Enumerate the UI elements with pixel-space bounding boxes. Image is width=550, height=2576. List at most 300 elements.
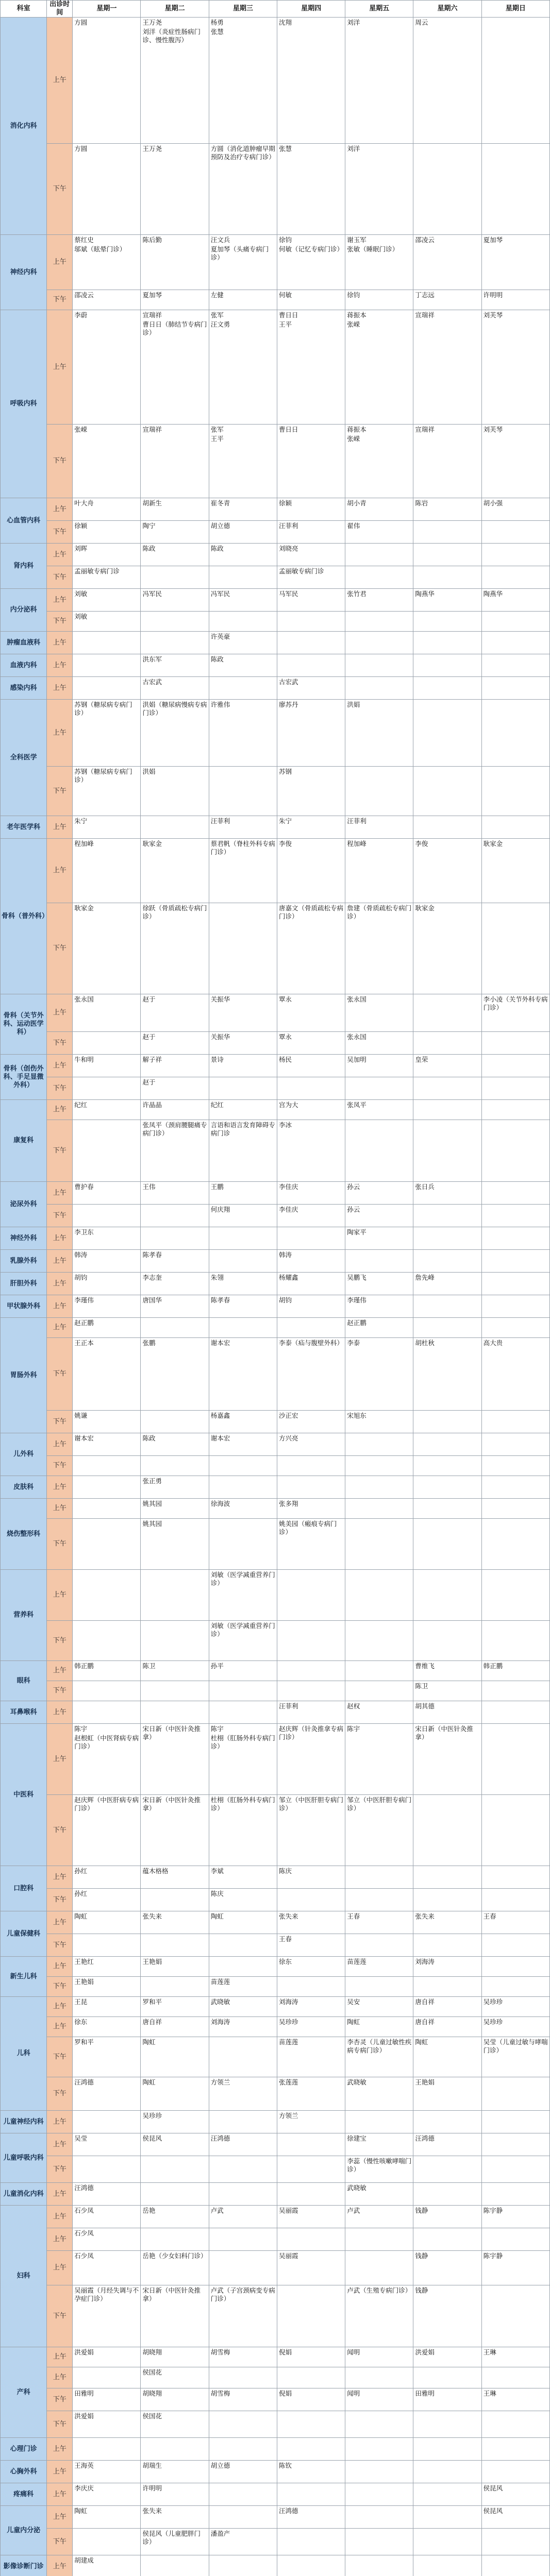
header-day-tue: 星期二 xyxy=(141,1,209,18)
doctor-entry: 杜栩（肛肠外科专病门诊） xyxy=(210,1734,275,1750)
schedule-cell xyxy=(481,1273,549,1295)
schedule-cell xyxy=(209,1318,277,1338)
schedule-cell xyxy=(141,1456,209,1476)
schedule-cell xyxy=(277,2183,345,2206)
schedule-cell xyxy=(277,2251,345,2285)
schedule-cell xyxy=(277,1795,345,1866)
doctor-entry: 徐钧 xyxy=(278,236,292,244)
session-time: 下午 xyxy=(47,144,73,235)
schedule-cell xyxy=(345,677,413,700)
schedule-row xyxy=(1,235,550,290)
schedule-cell xyxy=(277,654,345,677)
schedule-cell xyxy=(141,2367,209,2388)
doctor-entry: 孙云 xyxy=(347,1206,360,1213)
header-dept: 科室 xyxy=(1,1,47,18)
schedule-cell xyxy=(277,2506,345,2529)
schedule-cell xyxy=(277,2461,345,2483)
schedule-cell xyxy=(73,1701,141,1724)
session-time: 下午 xyxy=(47,1795,73,1866)
schedule-cell xyxy=(73,2411,141,2438)
doctor-entry: 韩正鹏 xyxy=(483,1662,503,1670)
schedule-cell xyxy=(73,1997,141,2017)
session-time: 上午 xyxy=(47,1273,73,1295)
schedule-cell xyxy=(481,2156,549,2183)
schedule-row xyxy=(1,18,550,144)
session-time: 下午 xyxy=(47,2388,73,2411)
schedule-cell xyxy=(481,2388,549,2411)
schedule-cell xyxy=(209,1701,277,1724)
doctor-entry: 胡立德 xyxy=(210,522,230,530)
schedule-cell xyxy=(141,589,209,612)
doctor-entry: 倪娟 xyxy=(278,2389,292,2397)
schedule-cell xyxy=(209,1795,277,1866)
schedule-cell xyxy=(277,1338,345,1411)
doctor-entry: 李佳庆 xyxy=(278,1183,298,1191)
schedule-cell xyxy=(345,1934,413,1957)
schedule-cell xyxy=(345,1499,413,1519)
doctor-entry: 苏钢 xyxy=(278,768,292,775)
schedule-cell xyxy=(73,677,141,700)
schedule-cell xyxy=(413,589,481,612)
schedule-cell xyxy=(141,2111,209,2133)
doctor-entry: 姚美园（瘢痕专病门诊） xyxy=(278,1520,337,1536)
schedule-cell xyxy=(141,1661,209,1681)
schedule-cell xyxy=(73,1433,141,1456)
schedule-cell xyxy=(209,2077,277,2111)
department-name: 儿童内分泌 xyxy=(1,2506,47,2555)
doctor-entry: 夏加琴 xyxy=(483,236,503,244)
schedule-cell xyxy=(209,1661,277,1681)
schedule-row xyxy=(1,1519,550,1570)
schedule-cell xyxy=(413,1318,481,1338)
schedule-cell xyxy=(345,1570,413,1621)
doctor-entry: 武晓敏 xyxy=(347,2184,366,2192)
schedule-row xyxy=(1,2367,550,2388)
schedule-cell xyxy=(481,1957,549,1977)
doctor-entry: 韩涛 xyxy=(278,1251,292,1259)
schedule-cell xyxy=(481,2483,549,2506)
department-name: 影像诊断门诊 xyxy=(1,2555,47,2576)
schedule-cell xyxy=(277,1661,345,1681)
schedule-cell xyxy=(481,2077,549,2111)
schedule-cell xyxy=(73,1120,141,1182)
doctor-entry: 邹立（中医肝胆专病门诊） xyxy=(347,1796,412,1812)
doctor-entry: 李杏灵（儿童过敏性疾病专病门诊） xyxy=(347,2038,412,2054)
session-time: 上午 xyxy=(47,1997,73,2017)
session-time: 上午 xyxy=(47,994,73,1032)
schedule-cell xyxy=(141,2183,209,2206)
schedule-cell xyxy=(413,1295,481,1318)
doctor-entry: 邵凌云 xyxy=(74,291,94,299)
schedule-cell xyxy=(73,1519,141,1570)
schedule-cell xyxy=(209,290,277,310)
schedule-cell xyxy=(481,654,549,677)
schedule-row xyxy=(1,1661,550,1681)
schedule-cell xyxy=(413,1724,481,1795)
doctor-entry: 胡建成 xyxy=(74,2556,94,2564)
schedule-cell xyxy=(481,521,549,544)
schedule-cell xyxy=(209,1997,277,2017)
doctor-entry: 钱静 xyxy=(415,2286,428,2294)
doctor-entry: 宋旭东 xyxy=(347,1412,366,1419)
doctor-entry: 李泰 xyxy=(347,1339,360,1347)
schedule-cell xyxy=(141,2529,209,2555)
doctor-entry: 杨民 xyxy=(278,1056,292,1063)
schedule-cell xyxy=(413,2483,481,2506)
doctor-entry: 张日兵 xyxy=(415,1183,435,1191)
doctor-entry: 吴珍珍 xyxy=(142,2112,162,2120)
schedule-row xyxy=(1,1866,550,1889)
doctor-entry: 孙平 xyxy=(210,1662,224,1670)
schedule-cell xyxy=(209,2206,277,2228)
schedule-cell xyxy=(277,2228,345,2251)
doctor-entry: 孟丽敏专病门诊 xyxy=(74,567,120,575)
session-time: 下午 xyxy=(47,1934,73,1957)
session-time: 上午 xyxy=(47,1227,73,1250)
schedule-cell xyxy=(345,2388,413,2411)
schedule-cell xyxy=(209,632,277,654)
schedule-cell xyxy=(277,1227,345,1250)
schedule-cell xyxy=(209,2228,277,2251)
doctor-entry: 苗莲莲 xyxy=(278,2038,298,2046)
session-time: 下午 xyxy=(47,2077,73,2111)
session-time: 上午 xyxy=(47,1724,73,1795)
doctor-entry: 岳艳 xyxy=(142,2207,156,2214)
schedule-cell xyxy=(345,1889,413,1911)
schedule-cell xyxy=(209,1411,277,1433)
session-time: 上午 xyxy=(47,816,73,839)
schedule-row xyxy=(1,1318,550,1338)
schedule-cell xyxy=(73,589,141,612)
schedule-cell xyxy=(209,2156,277,2183)
department-name: 老年医学科 xyxy=(1,816,47,839)
schedule-cell xyxy=(141,1100,209,1120)
schedule-cell xyxy=(209,2017,277,2037)
doctor-entry: 曹日日 xyxy=(278,426,298,433)
schedule-cell xyxy=(209,767,277,816)
doctor-entry: 程加峰 xyxy=(347,840,366,848)
schedule-cell xyxy=(481,235,549,290)
doctor-entry: 宋日新（中医针灸推拿） xyxy=(142,2286,201,2302)
doctor-entry: 解子祥 xyxy=(142,1056,162,1063)
doctor-entry: 叶大舟 xyxy=(74,499,94,507)
schedule-cell xyxy=(277,144,345,235)
schedule-cell xyxy=(73,2506,141,2529)
schedule-cell xyxy=(345,2206,413,2228)
schedule-row xyxy=(1,2228,550,2251)
schedule-cell xyxy=(413,1866,481,1889)
doctor-entry: 徐东 xyxy=(278,1958,292,1965)
doctor-entry: 王艳红 xyxy=(74,1958,94,1965)
department-name: 消化内科 xyxy=(1,18,47,235)
schedule-cell xyxy=(141,1957,209,1977)
schedule-cell xyxy=(277,1570,345,1621)
doctor-entry: 许晶晶 xyxy=(142,1101,162,1109)
schedule-cell xyxy=(277,566,345,589)
schedule-cell xyxy=(209,816,277,839)
schedule-cell xyxy=(413,767,481,816)
schedule-cell xyxy=(73,1911,141,1934)
session-time: 下午 xyxy=(47,425,73,498)
schedule-cell xyxy=(413,654,481,677)
session-time: 下午 xyxy=(47,2529,73,2555)
doctor-entry: 曹维飞 xyxy=(415,1662,435,1670)
schedule-cell xyxy=(277,544,345,566)
doctor-entry: 邹立（中医肝胆专病门诊） xyxy=(278,1796,343,1812)
schedule-cell xyxy=(277,521,345,544)
doctor-entry: 沙正宏 xyxy=(278,1412,298,1419)
schedule-cell xyxy=(141,1338,209,1411)
doctor-entry: 耿家金 xyxy=(74,904,94,912)
doctor-entry: 覃永 xyxy=(278,995,292,1003)
schedule-row xyxy=(1,310,550,425)
doctor-entry: 石少凤 xyxy=(74,2229,94,2237)
schedule-row xyxy=(1,654,550,677)
schedule-cell xyxy=(73,632,141,654)
department-name: 骨科（关节外科、运动医学科） xyxy=(1,994,47,1055)
schedule-row xyxy=(1,1338,550,1411)
header-day-mon: 星期一 xyxy=(73,1,141,18)
schedule-cell xyxy=(141,2156,209,2183)
doctor-entry: 刘海涛 xyxy=(278,1998,298,2006)
schedule-cell xyxy=(345,2017,413,2037)
schedule-cell xyxy=(413,2037,481,2077)
schedule-cell xyxy=(209,1250,277,1273)
schedule-cell xyxy=(277,2388,345,2411)
doctor-entry: 曹日日（肺结节专病门诊） xyxy=(142,320,207,336)
department-name: 胃肠外科 xyxy=(1,1318,47,1433)
department-name: 神经内科 xyxy=(1,235,47,310)
doctor-entry: 陈宇 xyxy=(74,1725,88,1733)
schedule-cell xyxy=(277,1476,345,1499)
schedule-cell xyxy=(209,1055,277,1077)
session-time: 下午 xyxy=(47,1120,73,1182)
schedule-cell xyxy=(277,1456,345,1476)
schedule-cell xyxy=(345,521,413,544)
schedule-cell xyxy=(481,498,549,521)
schedule-cell xyxy=(277,1997,345,2017)
schedule-cell xyxy=(209,1621,277,1661)
doctor-entry: 胡晓翔 xyxy=(142,2348,162,2356)
session-time: 上午 xyxy=(47,1570,73,1621)
schedule-cell xyxy=(141,1795,209,1866)
doctor-entry: 罗和平 xyxy=(142,1998,162,2006)
schedule-cell xyxy=(209,589,277,612)
schedule-cell xyxy=(413,2183,481,2206)
session-time: 上午 xyxy=(47,632,73,654)
doctor-entry: 陶家平 xyxy=(347,1228,366,1236)
doctor-entry: 景诗 xyxy=(210,1056,224,1063)
schedule-cell xyxy=(481,1182,549,1205)
schedule-row xyxy=(1,2506,550,2529)
department-name: 营养科 xyxy=(1,1570,47,1661)
schedule-cell xyxy=(277,1621,345,1661)
schedule-cell xyxy=(413,2367,481,2388)
doctor-entry: 汪菲利 xyxy=(278,522,298,530)
schedule-cell xyxy=(141,1295,209,1318)
schedule-row xyxy=(1,2017,550,2037)
schedule-cell xyxy=(481,1032,549,1055)
doctor-entry: 蒋振本 xyxy=(347,426,366,433)
doctor-entry: 邵凌云 xyxy=(415,236,435,244)
doctor-entry: 张慧 xyxy=(210,28,224,36)
schedule-row xyxy=(1,2156,550,2183)
schedule-cell xyxy=(481,1456,549,1476)
schedule-row xyxy=(1,2388,550,2411)
session-time: 下午 xyxy=(47,566,73,589)
doctor-entry: 陈庆 xyxy=(278,1867,292,1875)
schedule-cell xyxy=(345,2438,413,2461)
schedule-cell xyxy=(345,589,413,612)
schedule-cell xyxy=(73,1100,141,1120)
schedule-row xyxy=(1,1795,550,1866)
schedule-cell xyxy=(481,1120,549,1182)
schedule-cell xyxy=(141,816,209,839)
doctor-entry: 侯昆风 xyxy=(483,2484,503,2492)
department-name: 儿科 xyxy=(1,1997,47,2111)
schedule-row xyxy=(1,1205,550,1227)
schedule-cell xyxy=(277,2285,345,2347)
schedule-cell xyxy=(413,310,481,425)
session-time: 上午 xyxy=(47,544,73,566)
doctor-entry: 刘洋 xyxy=(347,145,360,152)
doctor-entry: 洪爱娟 xyxy=(415,2348,435,2356)
doctor-entry: 谢本宏 xyxy=(74,1434,94,1442)
schedule-cell xyxy=(413,18,481,144)
schedule-cell xyxy=(141,290,209,310)
schedule-cell xyxy=(209,839,277,903)
doctor-entry: 徐钧 xyxy=(347,291,360,299)
schedule-cell xyxy=(73,1724,141,1795)
schedule-cell xyxy=(209,2388,277,2411)
doctor-entry: 吴莹 xyxy=(74,2134,88,2142)
schedule-row xyxy=(1,2206,550,2228)
session-time: 下午 xyxy=(47,1205,73,1227)
schedule-cell xyxy=(345,700,413,767)
doctor-entry: 刘洋（炎症性肠病门诊、慢性腹泻） xyxy=(142,28,201,44)
schedule-cell xyxy=(73,1570,141,1621)
schedule-cell xyxy=(73,1273,141,1295)
schedule-row xyxy=(1,2285,550,2347)
schedule-cell xyxy=(73,1476,141,1499)
session-time: 上午 xyxy=(47,1866,73,1889)
doctor-entry: 汪菲利 xyxy=(210,817,230,825)
schedule-cell xyxy=(277,1934,345,1957)
schedule-cell xyxy=(413,816,481,839)
doctor-entry: 张永国 xyxy=(347,1033,366,1041)
doctor-entry: 石少凤 xyxy=(74,2252,94,2260)
schedule-cell xyxy=(413,425,481,498)
schedule-cell xyxy=(277,1977,345,1997)
schedule-cell xyxy=(73,1338,141,1411)
schedule-cell xyxy=(413,1100,481,1120)
schedule-cell xyxy=(345,235,413,290)
schedule-cell xyxy=(413,2347,481,2367)
doctor-entry: 汪鸿德 xyxy=(278,2507,298,2515)
schedule-cell xyxy=(481,2017,549,2037)
department-name: 耳鼻喉科 xyxy=(1,1701,47,1724)
schedule-cell xyxy=(209,994,277,1032)
session-time: 下午 xyxy=(47,2156,73,2183)
schedule-cell xyxy=(345,2077,413,2111)
schedule-cell xyxy=(141,2133,209,2156)
doctor-entry: 张慧 xyxy=(278,145,292,152)
schedule-cell xyxy=(209,677,277,700)
schedule-cell xyxy=(413,1934,481,1957)
schedule-cell xyxy=(73,1795,141,1866)
doctor-entry: 赵于 xyxy=(142,1033,156,1041)
schedule-cell xyxy=(345,1411,413,1433)
doctor-entry: 李蕊（慢性咳嗽哮喘门诊） xyxy=(347,2157,412,2173)
schedule-cell xyxy=(209,1077,277,1100)
session-time: 上午 xyxy=(47,1661,73,1681)
doctor-entry: 唐嘉文（骨质疏松专病门诊） xyxy=(278,904,343,920)
doctor-entry: 张鹏 xyxy=(142,1339,156,1347)
doctor-entry: 王春 xyxy=(483,1912,496,1920)
doctor-entry: 宣瑞祥 xyxy=(415,311,435,319)
doctor-entry: 张军 xyxy=(210,311,224,319)
schedule-row xyxy=(1,1977,550,1997)
schedule-cell xyxy=(345,1661,413,1681)
schedule-cell xyxy=(141,2438,209,2461)
schedule-cell xyxy=(481,767,549,816)
schedule-cell xyxy=(481,994,549,1032)
schedule-cell xyxy=(345,1338,413,1411)
schedule-cell xyxy=(345,2133,413,2156)
doctor-entry: 赵正鹏 xyxy=(74,1319,94,1327)
schedule-cell xyxy=(481,1934,549,1957)
doctor-entry: 吴安 xyxy=(347,1998,360,2006)
schedule-cell xyxy=(277,2347,345,2367)
doctor-entry: 王鹏 xyxy=(210,1183,224,1191)
doctor-entry: 周云 xyxy=(415,19,428,26)
schedule-cell xyxy=(277,1433,345,1456)
schedule-cell xyxy=(141,544,209,566)
doctor-entry: 张嵘 xyxy=(347,320,360,328)
schedule-cell xyxy=(277,2077,345,2111)
doctor-entry: 王艳娟 xyxy=(142,1958,162,1965)
doctor-entry: 卢武（生殖专病门诊） xyxy=(347,2286,412,2294)
session-time: 上午 xyxy=(47,839,73,903)
schedule-row xyxy=(1,1997,550,2017)
schedule-cell xyxy=(141,767,209,816)
doctor-entry: 张军 xyxy=(210,426,224,433)
schedule-cell xyxy=(73,1032,141,1055)
schedule-cell xyxy=(481,1250,549,1273)
schedule-cell xyxy=(413,1227,481,1250)
doctor-entry: 刘敏 xyxy=(74,613,88,620)
doctor-entry: 李俊 xyxy=(278,840,292,848)
doctor-entry: 洪娟 xyxy=(142,768,156,775)
schedule-cell xyxy=(413,2156,481,2183)
session-time: 上午 xyxy=(47,1476,73,1499)
doctor-entry: 张凤平 xyxy=(347,1101,366,1109)
department-name: 乳腺外科 xyxy=(1,1250,47,1273)
doctor-entry: 石少凤 xyxy=(74,2207,94,2214)
schedule-row xyxy=(1,1295,550,1318)
schedule-cell xyxy=(481,544,549,566)
doctor-entry: 赵于 xyxy=(142,995,156,1003)
schedule-cell xyxy=(141,839,209,903)
schedule-cell xyxy=(277,1077,345,1100)
schedule-cell xyxy=(73,2529,141,2555)
schedule-cell xyxy=(209,144,277,235)
schedule-cell xyxy=(73,2037,141,2077)
doctor-entry: 杨嘉鑫 xyxy=(210,1412,230,1419)
schedule-cell xyxy=(345,1795,413,1866)
session-time: 下午 xyxy=(47,1456,73,1476)
schedule-cell xyxy=(413,1977,481,1997)
